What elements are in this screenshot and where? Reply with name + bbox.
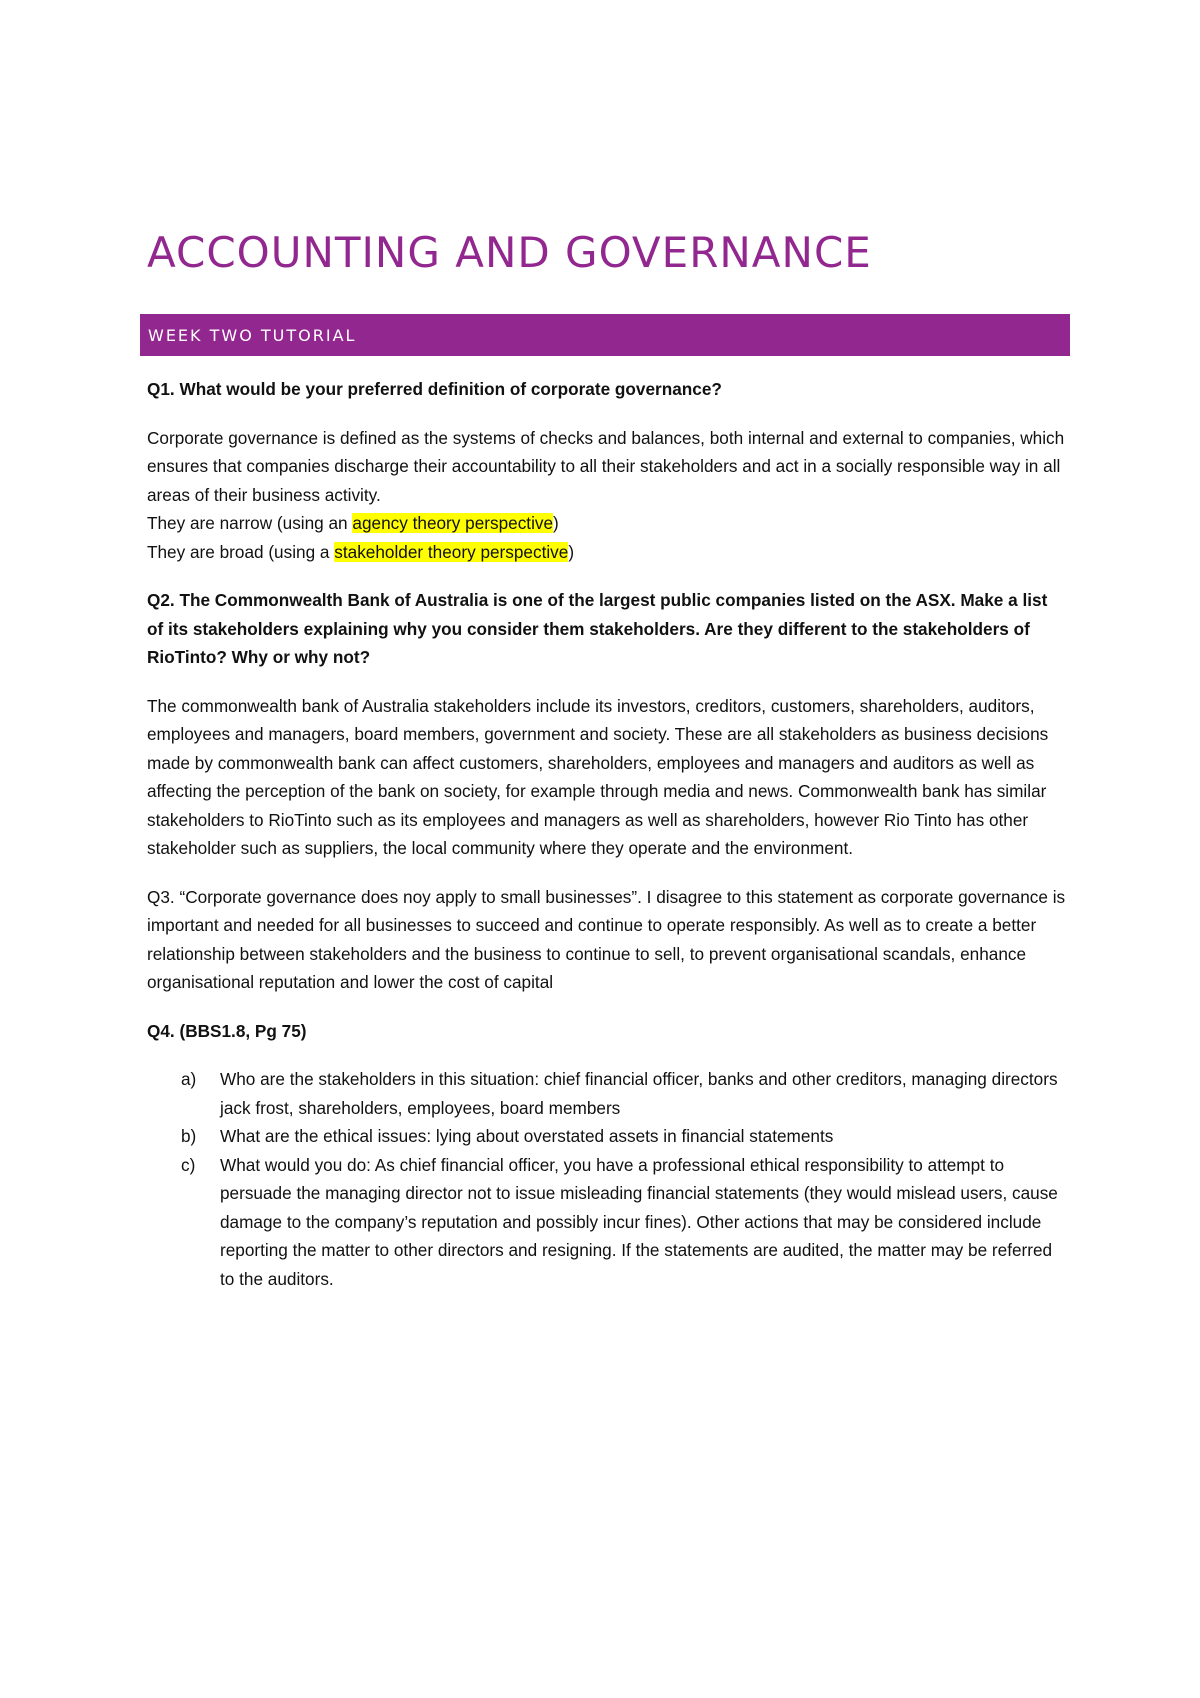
q1-narrow-highlight: agency theory perspective (352, 513, 554, 533)
q4-item-a-marker: a) (181, 1069, 197, 1089)
q1-narrow-line (147, 509, 1067, 538)
q4-item-b (147, 1122, 1067, 1151)
tutorial-content (147, 375, 1067, 1293)
q1-broad-prefix: They are broad (using a (147, 541, 335, 562)
q2-question: Q2. The Commonwealth Bank of Australia is one of the largest public companies listed on the ASX. Make a list of its stakeholders explaining why you consider them stakeholders. Are they different to the stakeholders of RioTinto? Why or why not? (147, 590, 1048, 667)
q3-paragraph: Q3. “Corporate governance does noy apply to small businesses”. I disagree to this statement as corporate governance is important and needed for all businesses to succeed and continue to operate responsibly. As well as to create a better relationship between stakeholders and the business to continue to sell, to prevent organisational scandals, enhance organisational reputation and lower the cost of capital (147, 886, 1066, 992)
q1-broad-suffix: ) (568, 541, 575, 562)
q4-item-b-marker: b) (181, 1126, 197, 1146)
q4-item-c (147, 1151, 1067, 1294)
q1-broad-line (147, 538, 1067, 567)
q4-item-c-text: What would you do: As chief financial officer, you have a professional ethical responsibility to attempt to persuade the managing director not to issue misleading financial statements (they would mislead users, cause damage to the company’s reputation and possibly incur fines). Other actions that may be considered include reporting the matter to other directors and resigning. If the statements are audited, the matter may be referred to the auditors. (220, 1154, 1058, 1289)
q4-list (147, 1065, 1067, 1293)
section-banner-label: WEEK TWO TUTORIAL (148, 326, 357, 345)
q2-answer: The commonwealth bank of Australia stakeholders include its investors, creditors, customers, shareholders, auditors, employees and managers, board members, government and society. These are all stakeholders as business decisions made by commonwealth bank can affect customers, shareholders, employees and managers and auditors as well as affecting the perception of the bank on society, for example through media and news. Commonwealth bank has similar stakeholders to RioTinto such as its employees and managers as well as shareholders, however Rio Tinto has other stakeholder such as suppliers, the local community where they operate and the environment. (147, 695, 1049, 858)
q4-item-c-marker: c) (181, 1154, 196, 1175)
q4-item-a (147, 1065, 1067, 1122)
q4-item-a-text: Who are the stakeholders in this situation: chief financial officer, banks and other creditors, managing directors jack frost, shareholders, employees, board members (220, 1069, 1058, 1118)
q1-narrow-prefix: They are narrow (using an (147, 513, 353, 533)
document-title: ACCOUNTING AND GOVERNANCE (147, 228, 872, 277)
q1-answer: Corporate governance is defined as the systems of checks and balances, both internal and external to companies, which ensures that companies discharge their accountability to all their stakeholders and act in a socially responsible way in all areas of their business activity. (147, 427, 1065, 505)
q1-question: Q1. What would be your preferred definition of corporate governance? (147, 379, 722, 399)
q1-narrow-suffix: ) (553, 513, 559, 533)
q4-heading: Q4. (BBS1.8, Pg 75) (147, 1020, 307, 1041)
q4-item-b-text: What are the ethical issues: lying about overstated assets in financial statements (220, 1126, 834, 1146)
section-banner (140, 314, 1070, 356)
q1-broad-highlight: stakeholder theory perspective (334, 541, 569, 562)
